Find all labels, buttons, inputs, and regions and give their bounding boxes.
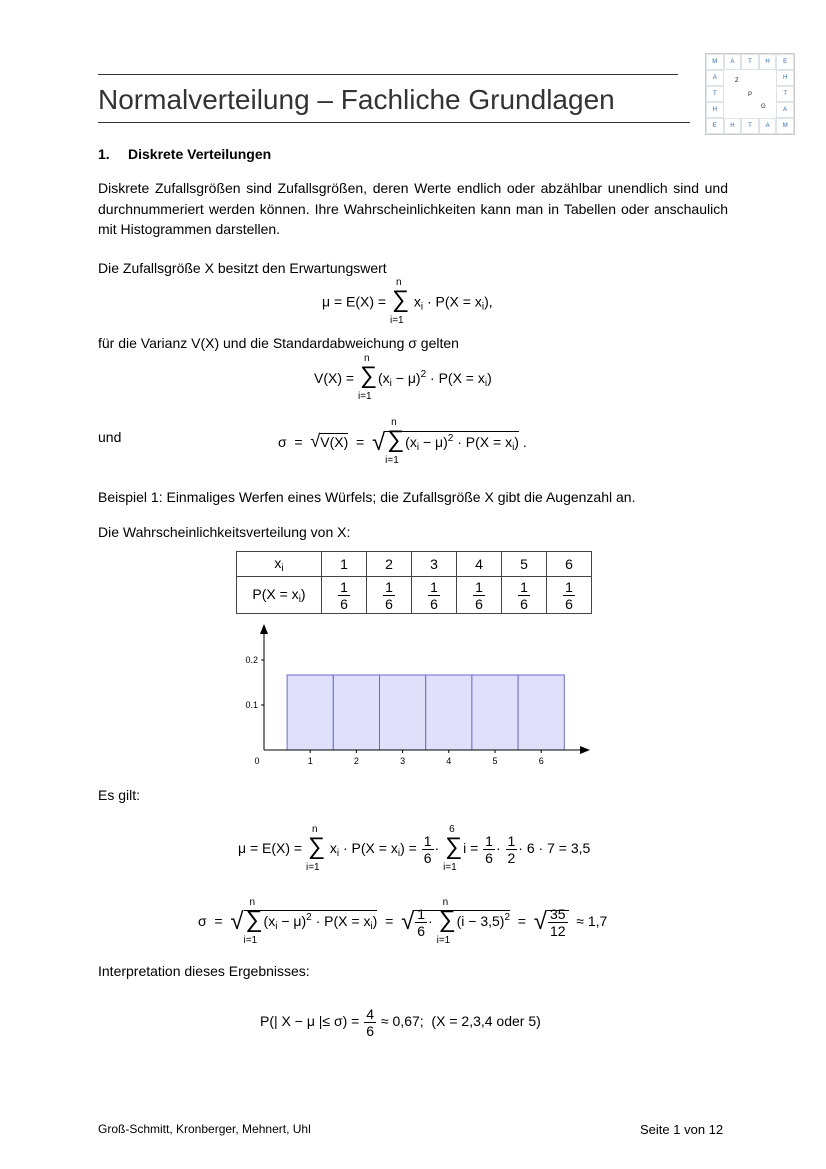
table-cell-x: 4: [457, 552, 502, 577]
logo-letter: T: [741, 118, 759, 134]
logo-letter: E: [706, 118, 724, 134]
formula-mu-computation: μ = E(X) = ∑ n i=1 $x_i \cdot P(X = x_i)$ = $\frac{1}{6}$ · ∑ 6 i=1 i = $\frac{1}{6}$ · $\frac{1}{2}$ · 6 · 7 = 3,5: [238, 823, 591, 873]
histogram-bar: [287, 675, 333, 750]
table-cell-x: 2: [367, 552, 412, 577]
sigma-result: 1,7: [587, 913, 608, 930]
matheprisma-logo: [705, 53, 795, 135]
table-cell-x: 6: [547, 552, 592, 577]
intro-paragraph: Diskrete Zufallsgrößen sind Zufallsgrößen, deren Werte endlich oder abzählbar unendlich sind und durchnummeriert werden können. Ihre Wahrscheinlichkeiten kann man in Tabellen oder anschaulich mit Histogrammen darstellen.: [98, 180, 728, 237]
formula-sigma: σ = √V(X) = √ ∑ n i=1 $(x_i - \mu)^2 \cdot P(X = x_i)$ .: [278, 417, 527, 467]
x-tick-label: 6: [538, 756, 544, 766]
x-tick-label: 0: [254, 756, 260, 766]
logo-letter: H: [724, 118, 742, 134]
footer-authors: Groß-Schmitt, Kronberger, Mehnert, Uhl: [98, 1122, 311, 1136]
table-cell-p: $\frac{1}{6}$: [547, 577, 592, 614]
y-tick-label: 0.1: [245, 700, 258, 710]
histogram-bar: [333, 675, 379, 750]
section-number: 1.: [98, 146, 110, 162]
variance-text: für die Varianz V(X) und die Standardabweichung σ gelten: [98, 335, 459, 351]
table-cell-p: $\frac{1}{6}$: [367, 577, 412, 614]
formula-expectation: μ = E(X) = ∑ n i=1 $x_i \cdot P(X = x_i)$,: [322, 277, 493, 326]
header-rule-bottom: [98, 122, 690, 123]
table-cell-p: $\frac{1}{6}$: [502, 577, 547, 614]
formula-probability: P(| X − μ |≤ σ) = $\frac{4}{6}$ ≈ 0,67; (X = 2,3,4 oder 5): [260, 1006, 541, 1039]
section-title: Diskrete Verteilungen: [128, 146, 272, 162]
table-header-x: $x_i$: [237, 552, 322, 577]
x-tick-label: 2: [353, 756, 359, 766]
x-axis-arrow: [580, 746, 590, 754]
x-tick-label: 3: [400, 756, 406, 766]
table-cell-p: $\frac{1}{6}$: [457, 577, 502, 614]
logo-letter: A: [724, 54, 742, 70]
logo-letter: A: [706, 70, 724, 86]
interpretation-text: Interpretation dieses Ergebnisses:: [98, 963, 310, 979]
table-cell-x: 5: [502, 552, 547, 577]
logo-letter: T: [706, 86, 724, 102]
histogram-bar: [426, 675, 472, 750]
logo-letter: T: [741, 54, 759, 70]
section-heading: [98, 146, 271, 162]
logo-letter: P: [748, 92, 753, 98]
expectation-text: Die Zufallsgröße X besitzt den Erwartungswert: [98, 260, 387, 276]
histogram-bar: [518, 675, 564, 750]
es-gilt-text: Es gilt:: [98, 787, 141, 803]
und-text: und: [98, 429, 122, 445]
formula-sigma-computation: σ = √ ∑ n i=1 $(x_i - \mu)^2 \cdot P(X = x_i)$ = √ $\frac{1}{6}$ · ∑ n i=1 $(i - 3,5)^2$ = √ $\frac{35}{12}$ ≈ 1,7: [198, 896, 608, 946]
y-axis-arrow: [260, 624, 268, 634]
histogram-chart: [230, 618, 600, 770]
table-header-p: $P(X = x_i)$: [237, 577, 322, 614]
probability-table: [236, 551, 592, 614]
logo-letter: H: [759, 54, 777, 70]
x-tick-label: 4: [446, 756, 452, 766]
logo-letter: G: [761, 104, 766, 110]
table-cell-x: 3: [412, 552, 457, 577]
logo-letter: A: [759, 118, 777, 134]
table-cell-p: $\frac{1}{6}$: [322, 577, 367, 614]
x-tick-label: 1: [307, 756, 313, 766]
histogram-bar: [380, 675, 426, 750]
y-tick-label: 0.2: [245, 655, 258, 665]
distribution-label: Die Wahrscheinlichkeitsverteilung von X:: [98, 524, 351, 540]
logo-letter: M: [776, 118, 794, 134]
x-tick-label: 5: [492, 756, 498, 766]
mu-result: 3,5: [570, 840, 591, 857]
histogram-bar: [472, 675, 518, 750]
header-rule-top: [98, 74, 678, 75]
logo-letter: T: [776, 86, 794, 102]
logo-letter: E: [776, 54, 794, 70]
logo-letter: M: [706, 54, 724, 70]
logo-letter: A: [776, 102, 794, 118]
table-cell-x: 1: [322, 552, 367, 577]
footer-page-number: Seite 1 von 12: [640, 1122, 724, 1137]
logo-letter: H: [706, 102, 724, 118]
page-title: Normalverteilung – Fachliche Grundlagen: [98, 84, 615, 115]
logo-letter: Z: [735, 78, 739, 84]
example-text: Beispiel 1: Einmaliges Werfen eines Würfels; die Zufallsgröße X gibt die Augenzahl an.: [98, 489, 636, 505]
logo-letter: H: [776, 70, 794, 86]
formula-variance: V(X) = ∑ n i=1 $(x_i - \mu)^2 \cdot P(X = x_i)$: [314, 353, 492, 403]
table-cell-p: $\frac{1}{6}$: [412, 577, 457, 614]
